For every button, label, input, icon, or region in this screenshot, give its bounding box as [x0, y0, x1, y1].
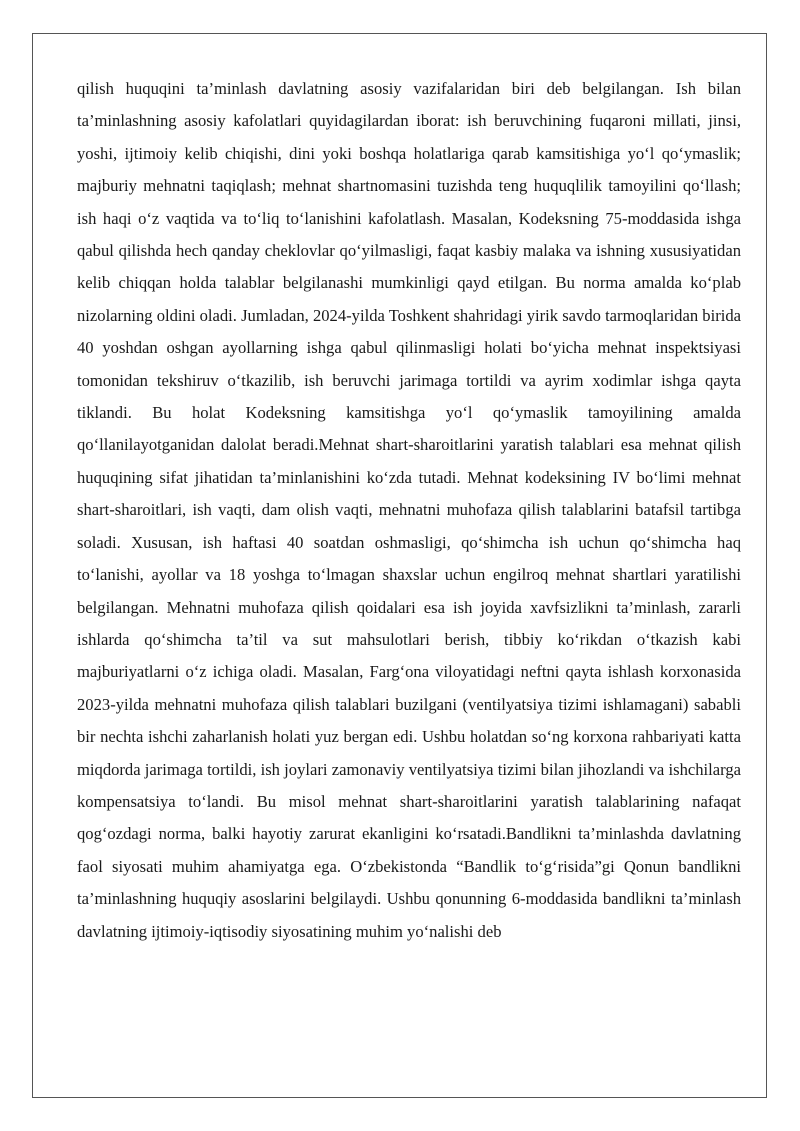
body-paragraph: qilish huquqini ta’minlash davlatning asosiy vazifalaridan biri deb belgilangan. Ish bilan ta’minlashning asosiy kafolatlari quyidagilardan iborat: ish beruvchining fuqaroni millati, jinsi, yoshi, ijtimoiy kelib chiqishi, dini yoki boshqa holatlariga qarab kamsitishiga yo‘l qo‘ymaslik; majburiy mehnatni taqiqlash; mehnat shartnomasini tuzishda teng huquqlilik tamoyilini qo‘llash; ish haqi o‘z vaqtida va to‘liq to‘lanishini kafolatlash. Masalan, Kodeksning 75-moddasida ishga qabul qilishda hech qanday cheklovlar qo‘yilmasligi, faqat kasbiy malaka va ishning xususiyatidan kelib chiqqan holda talablar belgilanashi mumkinligi qayd etilgan. Bu norma amalda ko‘plab nizolarning oldini oladi. Jumladan, 2024-yilda Toshkent shahridagi yirik savdo tarmoqlaridan birida 40 yoshdan oshgan ayollarning ishga qabul qilinmasligi holati bo‘yicha mehnat inspektsiyasi tomonidan tekshiruv o‘tkazilib, ish beruvchi jarimaga tortildi va ayrim xodimlar ishga qayta tiklandi. Bu holat Kodeksning kamsitishga yo‘l qo‘ymaslik tamoyilining amalda qo‘llanilayotganidan dalolat beradi.Mehnat shart-sharoitlarini yaratish talablari esa mehnat qilish huquqining sifat jihatidan ta’minlanishini ko‘zda tutadi. Mehnat kodeksining IV bo‘limi mehnat shart-sharoitlari, ish vaqti, dam olish vaqti, mehnatni muhofaza qilish talablarini batafsil tartibga soladi. Xususan, ish haftasi 40 soatdan oshmasligi, qo‘shimcha ish uchun qo‘shimcha haq to‘lanishi, ayollar va 18 yoshga to‘lmagan shaxslar uchun engilroq mehnat shartlari yaratilishi belgilangan. Mehnatni muhofaza qilish qoidalari esa ish joyida xavfsizlikni ta’minlash, zararli ishlarda qo‘shimcha ta’til va sut mahsulotlari berish, tibbiy ko‘rikdan o‘tkazish kabi majburiyatlarni o‘z ichiga oladi. Masalan, Farg‘ona viloyatidagi neftni qayta ishlash korxonasida 2023-yilda mehnatni muhofaza qilish talablari buzilgani (ventilyatsiya tizimi ishlamagani) sababli bir nechta ishchi zaharlanish holati yuz bergan edi. Ushbu holatdan so‘ng korxona rahbariyati katta miqdorda jarimaga tortildi, ish joylari zamonaviy ventilyatsiya tizimi bilan jihozlandi va ishchilarga kompensatsiya to‘landi. Bu misol mehnat shart-sharoitlarini yaratish talablarining nafaqat qog‘ozdagi norma, balki hayotiy zarurat ekanligini ko‘rsatadi.Bandlikni ta’minlashda davlatning faol siyosati muhim ahamiyatga ega. O‘zbekistonda “Bandlik to‘g‘risida”gi Qonun bandlikni ta’minlashning huquqiy asoslarini belgilaydi. Ushbu qonunning 6-moddasida bandlikni ta’minlash davlatning ijtimoiy-iqtisodiy siyosatining muhim yo‘nalishi deb [77, 79, 741, 941]
